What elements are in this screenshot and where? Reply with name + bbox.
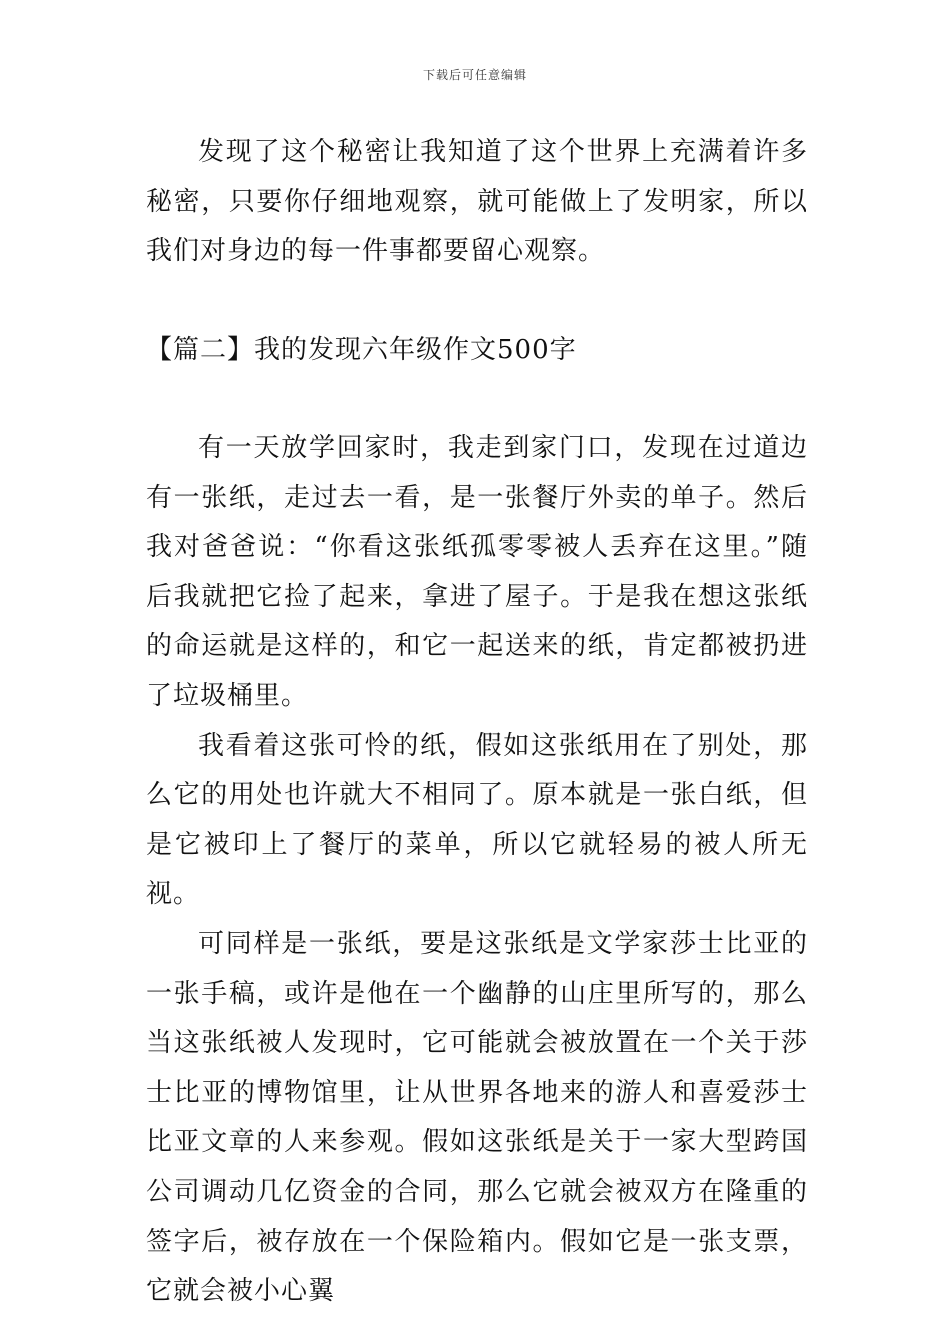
page-header: 下载后可任意编辑 [422, 68, 527, 82]
paragraph: 我看着这张可怜的纸，假如这张纸用在了别处，那么它的用处也许就大不相同了。原本就是一张白纸，但是它被印上了餐厅的菜单，所以它就轻易的被人所无视。 [146, 730, 808, 910]
paragraph: 有一天放学回家时，我走到家门口，发现在过道边有一张纸，走过去一看，是一张餐厅外卖的单子。然后我对爸爸说：“你看这张纸孤零零被人丢弃在这里。”随后我就把它捡了起来，拿进了屋子。于是我在想这张纸的命运就是这样的，和它一起送来的纸，肯定都被扔进了垃圾桶里。 [146, 433, 808, 711]
section-2-heading-block [146, 330, 808, 370]
section-1 [146, 128, 808, 277]
section-heading: 【篇二】我的发现六年级作文500字 [146, 335, 577, 365]
paragraph: 发现了这个秘密让我知道了这个世界上充满着许多秘密，只要你仔细地观察，就可能做上了发明家，所以我们对身边的每一件事都要留心观察。 [146, 137, 808, 267]
paragraph: 可同样是一张纸，要是这张纸是文学家莎士比亚的一张手稿，或许是他在一个幽静的山庄里所写的，那么当这张纸被人发现时，它可能就会被放置在一个关于莎士比亚的博物馆里，让从世界各地来的游人和喜爱莎士比亚文章的人来参观。假如这张纸是关于一家大型跨国公司调动几亿资金的合同，那么它就会被双方在隆重的签字后，被存放在一个保险箱内。假如它是一张支票，它就会被小心翼 [146, 928, 808, 1307]
section-2 [146, 424, 808, 1317]
